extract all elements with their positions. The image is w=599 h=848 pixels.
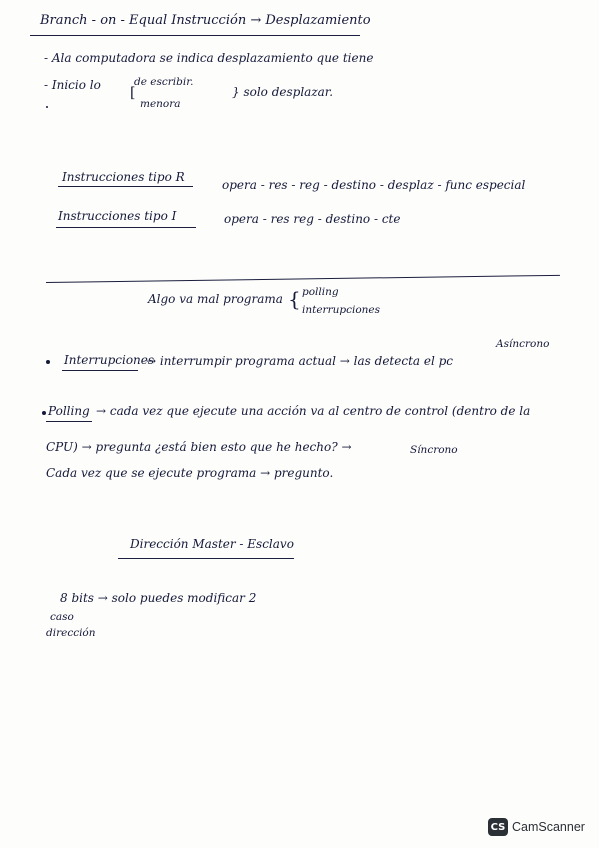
camscanner-text: CamScanner (512, 820, 585, 834)
polling-line-2: CPU) → pregunta ¿está bien esto que he hecho? → (46, 440, 352, 454)
section2-text: Algo va mal programa (148, 292, 283, 306)
camscanner-logo-icon: CS (488, 818, 508, 836)
note-line-2a: - Inicio lo (44, 78, 101, 92)
type-r-value: opera - res - reg - destino - desplaz - func especial (222, 178, 526, 192)
polling-underline (46, 421, 92, 422)
section3-title: Dirección Master - Esclavo (130, 537, 294, 551)
section-divider (46, 275, 560, 283)
type-i-label: Instrucciones tipo I (58, 209, 177, 223)
note-line-2d: } solo desplazar. (232, 85, 334, 99)
bullet-dot (42, 411, 46, 415)
section3-underline (118, 558, 294, 559)
bullet-dot (46, 360, 50, 364)
type-i-value: opera - res reg - destino - cte (224, 212, 401, 226)
polling-text: → cada vez que ejecute una acción va al centro de control (dentro de la (96, 404, 531, 418)
stray-dot (46, 106, 48, 108)
small-bracket: [ (130, 85, 136, 101)
polling-label: Polling (48, 404, 90, 418)
note-line-2b: de escribir. (134, 76, 194, 88)
note-line-2c: menora (140, 98, 181, 110)
note-line-1: - Ala computadora se indica desplazamiento que tiene (44, 51, 374, 65)
direccion-word: dirección (46, 627, 96, 639)
caso-word: caso (50, 611, 74, 623)
option-polling: polling (302, 286, 339, 298)
option-interrupciones: interrupciones (302, 304, 381, 316)
type-i-underline (56, 227, 196, 228)
curly-brace: { (288, 287, 301, 311)
bits-line: 8 bits → solo puedes modificar 2 (60, 591, 257, 605)
interrup-underline (62, 370, 138, 371)
interrup-label: Interrupciones (64, 353, 155, 367)
polling-line-3: Cada vez que se ejecute programa → pregunto. (46, 466, 334, 480)
notes-title: Branch - on - Equal Instrucción → Desplazamiento (40, 13, 371, 28)
sincrono-note: Síncrono (410, 444, 458, 456)
title-underline (30, 35, 360, 36)
type-r-underline (58, 186, 193, 187)
interrup-text: → interrumpir programa actual → las detecta el pc (146, 354, 454, 368)
camscanner-watermark (488, 818, 585, 836)
type-r-label: Instrucciones tipo R (62, 170, 185, 184)
asincrono-note: Asíncrono (496, 338, 550, 350)
